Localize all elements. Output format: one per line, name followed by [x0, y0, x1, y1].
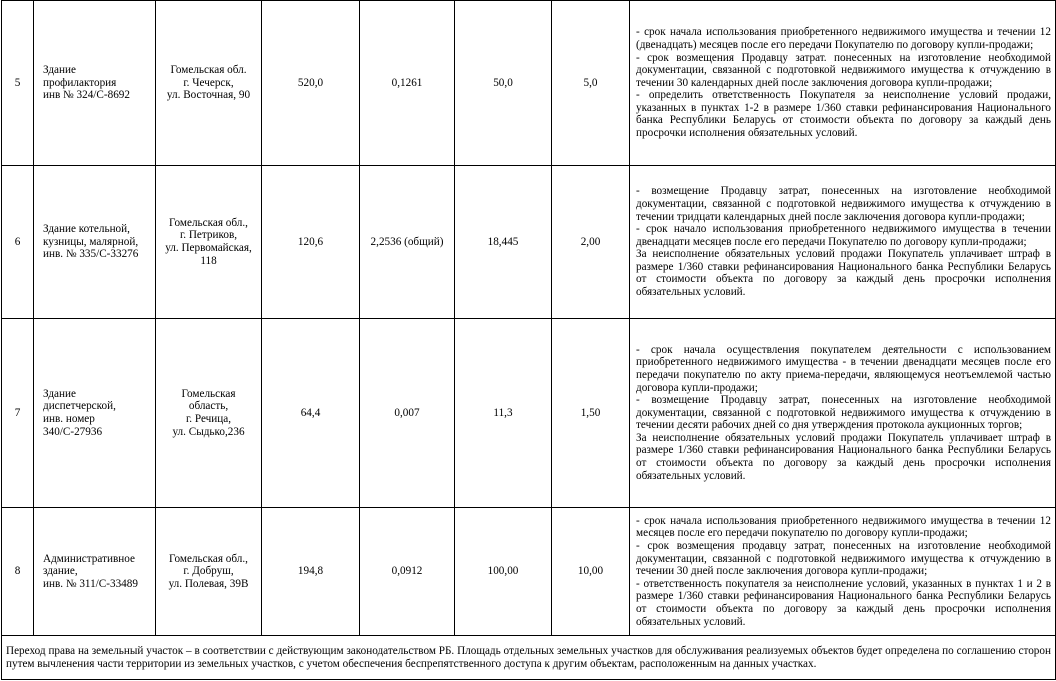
object-name-line: здание, — [43, 565, 78, 578]
auction-lots-table — [1, 0, 1056, 680]
object-name — [34, 1, 156, 166]
deposit-amount: 10,00 — [552, 508, 630, 636]
object-name-line: Здание — [43, 387, 76, 400]
object-address — [156, 1, 262, 166]
table-row — [2, 508, 1056, 636]
sale-conditions — [630, 1, 1056, 166]
start-price: 11,3 — [455, 319, 552, 508]
table-row — [2, 1, 1056, 166]
sale-condition: - ответственность покупателя за неисполнение условий, указанных в пунктах 1 и 2 в размере 1/360 ставки рефинансирования Национального банка Республики Беларусь от стоимости объекта по договору за каждый день просрочки исполнения обязательных условий. — [636, 577, 1051, 628]
sale-condition: За неисполнение обязательных условий продажи Покупатель уплачивает штраф в размере 1/360 ставки рефинансирования Национального банка Республики Беларусь от стоимости объекта по договору за каждый день просрочки исполнения обязательных условий. — [636, 248, 1051, 299]
table-row — [2, 166, 1056, 319]
object-address-line: г. Речица, — [185, 413, 232, 425]
object-address-line: Гомельская — [181, 387, 236, 400]
sale-condition: - возмещение Продавцу затрат, понесенных на изготовление необходимой документации, связанной с подготовкой недвижимого имущества к отчуждению в течении десяти рабочих дней со дня утверждения протокола аукционных торгов; — [636, 394, 1051, 432]
footer-note: Переход права на земельный участок – в соответствии с действующим законодательством РБ. Площадь отдельных земельных участков для обслуживания реализуемых объектов будет определена по соглашению сторон путем вычленения части территории из земельных участков, с учетом обеспечения беспрепятственного доступа к другим объектам, расположенным на данных участках. — [2, 636, 1056, 680]
object-area: 120,6 — [262, 166, 360, 319]
sale-conditions — [630, 508, 1056, 636]
object-name-line: Здание котельной, — [43, 223, 130, 236]
object-address-line: ул. Полевая, 39В — [168, 577, 249, 590]
object-address-line: Гомельская обл., — [169, 552, 248, 565]
object-name-line: инв № 324/С-8692 — [43, 89, 130, 102]
object-address-line: область, — [188, 400, 229, 413]
land-area: 2,2536 (общий) — [360, 166, 455, 319]
object-name-line: Здание — [43, 64, 76, 77]
object-area: 520,0 — [262, 1, 360, 166]
land-area: 0,0912 — [360, 508, 455, 636]
object-address-line: г. Добруш, — [183, 565, 234, 578]
object-address-line: Гомельская обл., — [169, 216, 248, 229]
object-name-line: инв. номер — [43, 413, 95, 425]
deposit-amount: 5,0 — [552, 1, 630, 166]
object-address-line: г. Чечерск, — [183, 76, 234, 89]
object-name-line: кузницы, малярной, — [43, 235, 139, 248]
object-name-line: инв. № 311/С-33489 — [43, 577, 138, 590]
object-name — [34, 319, 156, 508]
object-name — [34, 166, 156, 319]
object-address-line: Гомельская обл. — [170, 64, 247, 77]
lot-number: 5 — [2, 1, 34, 166]
object-address-line: г. Петриков, — [179, 229, 238, 242]
object-address — [156, 508, 262, 636]
object-address-line: 118 — [200, 254, 217, 267]
object-area: 64,4 — [262, 319, 360, 508]
land-area: 0,007 — [360, 319, 455, 508]
lot-number: 7 — [2, 319, 34, 508]
sale-conditions — [630, 319, 1056, 508]
object-address-line: ул. Восточная, 90 — [166, 89, 251, 102]
object-name — [34, 508, 156, 636]
footer-note-row — [2, 636, 1056, 680]
lot-number: 8 — [2, 508, 34, 636]
object-address-line: ул. Сыдько,236 — [172, 425, 245, 438]
object-name-line: профилактория — [43, 76, 117, 89]
sale-condition: - срок начала осуществления покупателем деятельности с использованием приобретенного недвижимого имущества - в течении двенадцати месяцев после его передачи покупателю по акту приема-передачи, являющемуся неотъемлемой частью договора купли-продажи; — [636, 343, 1051, 394]
sale-condition: - срок начала использования приобретенного недвижимого имущества в течении 12 месяцев после его передачи покупателю по договору купли-продажи; — [636, 514, 1051, 540]
object-name-line: Административное — [43, 552, 135, 565]
object-name-line: 340/С-27936 — [43, 425, 103, 438]
sale-conditions — [630, 166, 1056, 319]
start-price: 100,00 — [455, 508, 552, 636]
object-address-line: ул. Первомайская, — [165, 242, 252, 254]
sale-condition: - срок начала использования приобретенного недвижимого имущества и течении 12 (двенадцать) месяцев после его передачи Покупателю по договору купли-продажи; — [636, 26, 1051, 51]
object-name-line: инв. № 335/С-33276 — [43, 248, 139, 261]
sale-condition: - срок возмещения Продавцу затрат. понесенных на изготовление необходимой документации, связанной с подготовкой недвижимого имущества к отчуждению в течении 30 календарных дней после заключения договора купли-продажи; — [636, 51, 1051, 89]
start-price: 18,445 — [455, 166, 552, 319]
sale-condition: - возмещение Продавцу затрат, понесенных на изготовление необходимой документации, связанной с подготовкой недвижимого имущества к отчуждению в течении тридцати календарных дней после заключения договора купли-продажи; — [636, 185, 1051, 223]
deposit-amount: 2,00 — [552, 166, 630, 319]
start-price: 50,0 — [455, 1, 552, 166]
sale-condition: За неисполнение обязательных условий продажи Покупатель уплачивает штраф в размере 1/360 ставки рефинансирования Национального банка Республики Беларусь от стоимости объекта по договору за каждый день просрочки исполнения обязательных условий. — [636, 431, 1051, 482]
object-area: 194,8 — [262, 508, 360, 636]
deposit-amount: 1,50 — [552, 319, 630, 508]
lot-number: 6 — [2, 166, 34, 319]
object-address — [156, 319, 262, 508]
object-address — [156, 166, 262, 319]
sale-condition: - срок возмещения продавцу затрат, понесенных на изготовление необходимой документации, связанной с подготовкой недвижимого имущества к отчуждению в течении 30 дней после заключения договора купли-продажи; — [636, 540, 1051, 578]
sale-condition: - срок начало использования приобретенного недвижимого имущества в течении двенадцати месяцев после его передачи Покупателю по договору купли-продажи; — [636, 223, 1051, 248]
table-row — [2, 319, 1056, 508]
sale-condition: - определить ответственность Покупателя за неисполнение условий продажи, указанных в пунктах 1-2 в размере 1/360 ставки рефинансирования Национального банка Республики Беларусь от стоимости объекта по договору за каждый день просрочки исполнения обязательных условий. — [636, 89, 1051, 140]
land-area: 0,1261 — [360, 1, 455, 166]
object-name-line: диспетчерской, — [43, 400, 116, 413]
